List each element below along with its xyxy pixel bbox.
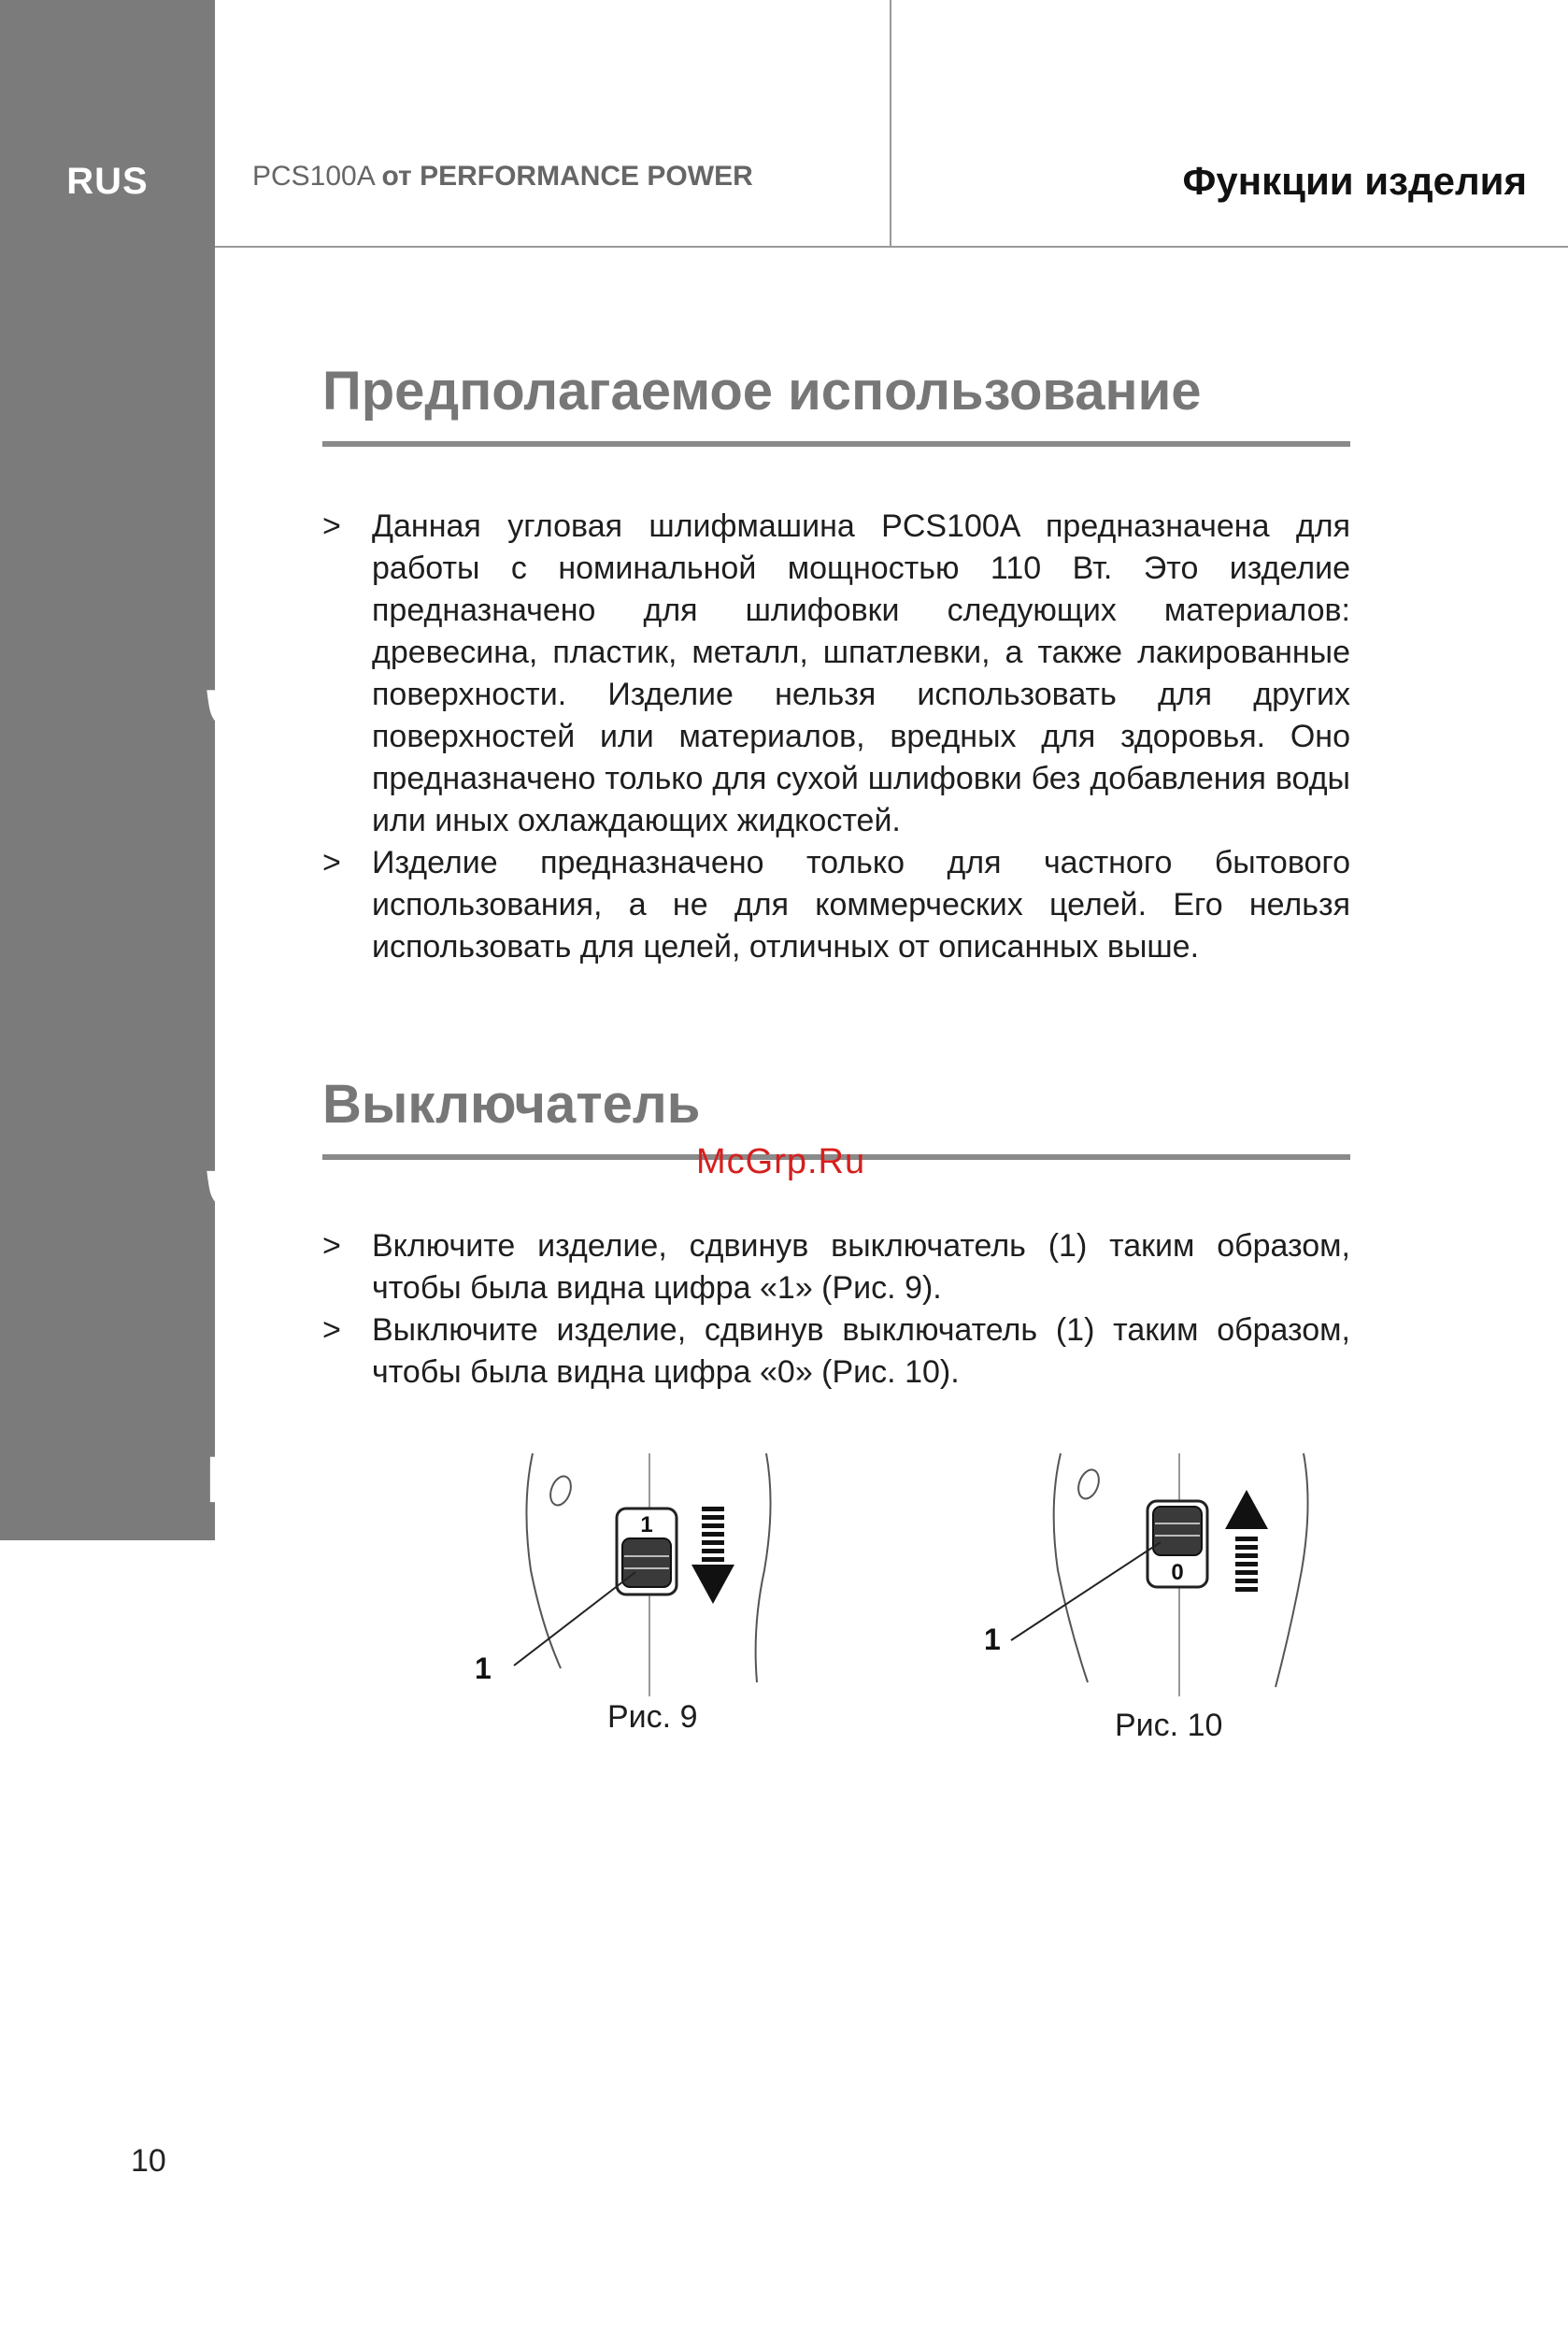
arrow-up-icon <box>1225 1490 1268 1592</box>
header-section-title: Функции изделия <box>1182 159 1527 203</box>
bullet-marker: > <box>322 1312 341 1348</box>
figure-9-illustration <box>467 1449 804 1701</box>
switch-digit: 1 <box>640 1512 653 1537</box>
page-number: 10 <box>131 2143 166 2179</box>
list-item <box>322 1225 1350 1309</box>
bullet-marker: > <box>322 508 341 544</box>
arrow-down-icon <box>691 1507 734 1604</box>
switch-slider <box>622 1538 671 1587</box>
list-item <box>322 842 1350 968</box>
bullet-marker: > <box>322 845 341 880</box>
list-item-text: Выключите изделие, сдвинув выключатель (1) таким образом, чтобы была видна цифра «0» (Рис. 10). <box>372 1312 1350 1390</box>
language-label: RUS <box>66 161 149 202</box>
figure-9-caption: Рис. 9 <box>607 1699 698 1735</box>
figure-9-callout: 1 <box>475 1652 492 1685</box>
switch-slider <box>1153 1507 1202 1555</box>
list-item-text: Включите изделие, сдвинув выключатель (1) таким образом, чтобы была видна цифра «1» (Рис. 9). <box>372 1228 1350 1306</box>
switch-heading: Выключатель <box>322 1074 701 1135</box>
switch-digit: 0 <box>1171 1560 1184 1585</box>
header-divider <box>890 0 891 246</box>
header-product <box>252 161 753 193</box>
sidebar <box>0 0 279 1540</box>
intended-use-heading: Предполагаемое использование <box>322 361 1202 422</box>
header-model: PCS100A <box>252 161 375 192</box>
figure-10-caption: Рис. 10 <box>1115 1708 1223 1743</box>
header-rule <box>215 246 1568 248</box>
bullet-marker: > <box>322 1228 341 1264</box>
list-item-text: Изделие предназначено только для частного бытового использования, а не для коммерческих целей. Его нельзя использовать для целей, отличных от описанных выше. <box>372 845 1350 965</box>
list-item-text: Данная угловая шлифмашина PCS100A предназначена для работы с номинальной мощностью 110 Вт. Это изделие предназначено для шлифовки следующих материалов: древесина, пластик, металл, шпатлевки, а также лакированные поверхности. Изделие нельзя использовать для других поверхностей или материалов, вредных для здоровья. Оно предназначено только для сухой шлифовки без добавления воды или иных охлаждающих жидкостей. <box>372 508 1350 838</box>
figure-10-callout: 1 <box>984 1623 1001 1656</box>
intended-use-rule <box>322 441 1350 447</box>
figure-10-illustration <box>991 1449 1327 1701</box>
switch-list <box>322 1225 1350 1394</box>
header-connector: от <box>381 161 412 192</box>
sidebar-vertical-title: Теперь более подробно... <box>194 527 279 1503</box>
list-item <box>322 506 1350 842</box>
header-brand-name: PERFORMANCE POWER <box>420 161 753 192</box>
list-item <box>322 1309 1350 1394</box>
intended-use-list <box>322 506 1350 968</box>
watermark: McGrp.Ru <box>696 1142 866 1181</box>
